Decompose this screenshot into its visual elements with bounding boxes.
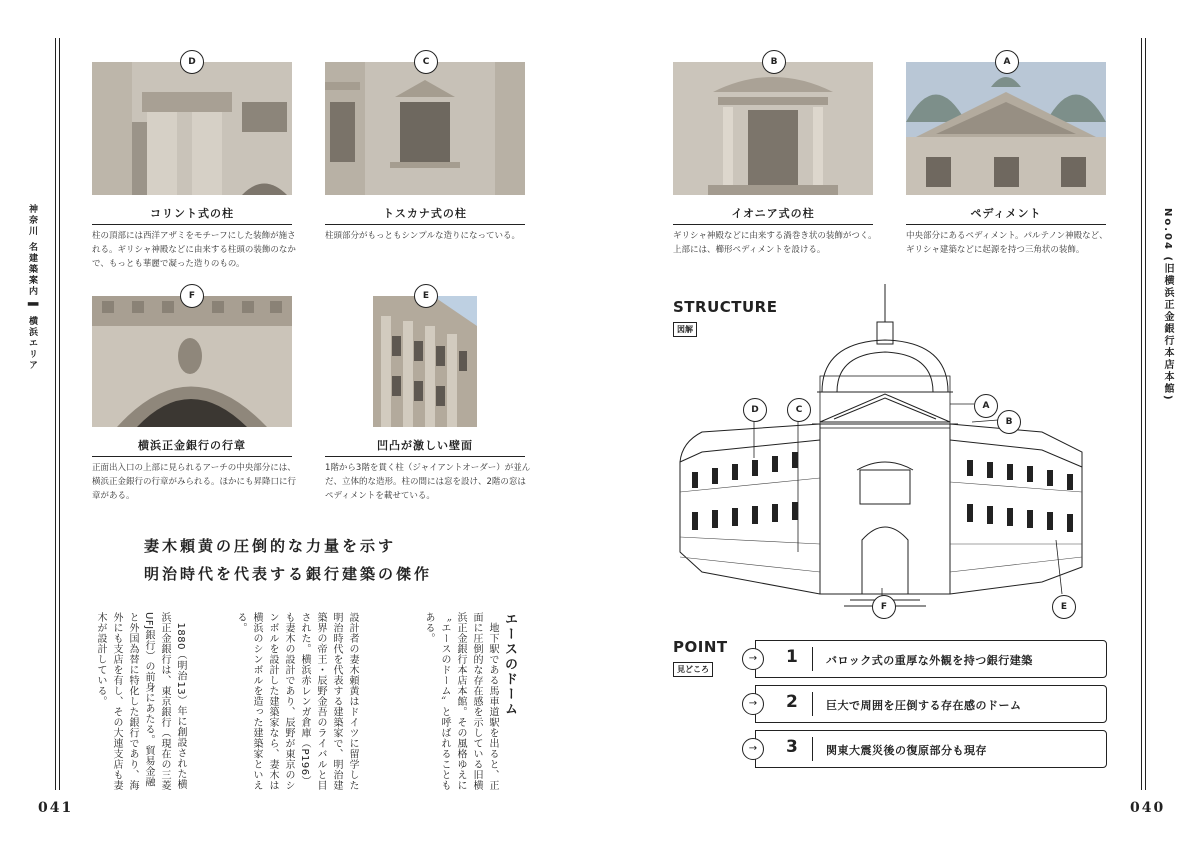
caption-body-c: 柱頭部分がもっともシンプルな造りになっている。 xyxy=(325,231,520,241)
article-column-1: 地下駅である馬車道駅を出ると、正面に圧倒的な存在感を示している旧横浜正金銀行本店本館。その風格ゆえに〝エースのドーム〟と呼ばれることもある。 xyxy=(423,612,498,791)
point-tag: 見どころ xyxy=(673,662,713,677)
structure-tag: 図解 xyxy=(673,322,697,337)
caption-title-e: 凹凸が激しい壁面 xyxy=(377,439,473,452)
folio-left: 041 xyxy=(38,800,74,816)
caption-title-f: 横浜正金銀行の行章 xyxy=(138,439,246,452)
marker-a: A xyxy=(995,50,1019,74)
diagram-marker-d: D xyxy=(743,398,767,422)
headline-line-2: 明治時代を代表する銀行建築の傑作 xyxy=(144,565,433,583)
point-divider xyxy=(812,647,813,671)
point-heading: POINT xyxy=(673,638,728,656)
caption-title-a: ペディメント xyxy=(970,207,1042,220)
diagram-marker-f: F xyxy=(872,595,896,619)
diagram-marker-c: C xyxy=(787,398,811,422)
diagram-marker-b: B xyxy=(997,410,1021,434)
headline-line-1: 妻木頼黄の圧倒的な力量を示す xyxy=(144,537,397,555)
building-illustration xyxy=(672,282,1112,612)
arrow-right-icon: → xyxy=(742,738,764,760)
right-margin-rule xyxy=(1141,38,1142,790)
caption-rule-c xyxy=(325,224,525,225)
point-text: バロック式の重厚な外観を持つ銀行建築 xyxy=(826,654,1033,667)
spine-left: 神奈川 名建築案内 ▌ 横浜エリア xyxy=(27,204,37,372)
photo-pediment xyxy=(906,62,1106,195)
marker-f: F xyxy=(180,284,204,308)
point-divider xyxy=(812,737,813,761)
photo-textured-wall xyxy=(373,296,477,427)
article-column-2: 設計者の妻木頼黄はドイツに留学した明治時代を代表する建築家で、明治建築界の帝王・辰野金吾のライバルと目された。横浜赤レンガ倉庫（P196）も妻木の設計であり、辰野が東京のシンボルを設計した建築家なら、妻木は横浜のシンボルを造った建築家といえる。 xyxy=(235,612,358,791)
folio-right: 040 xyxy=(1130,800,1166,816)
point-number: 2 xyxy=(786,692,798,712)
marker-b: B xyxy=(762,50,786,74)
point-item-3 xyxy=(748,730,1107,768)
caption-body-d: 柱の頂部には西洋アザミをモチーフにした装飾が施される。ギリシャ神殿などに由来する柱頭の装飾のなかで、もっとも華麗で凝った造りのもの。 xyxy=(92,231,296,269)
point-number: 1 xyxy=(786,647,798,667)
arrow-right-icon: → xyxy=(742,693,764,715)
left-margin-rule xyxy=(55,38,56,790)
caption-title-d: コリント式の柱 xyxy=(150,207,234,220)
caption-title-b: イオニア式の柱 xyxy=(731,207,815,220)
caption-rule-d xyxy=(92,224,292,225)
left-margin-rule-inner xyxy=(59,38,60,790)
caption-title-c: トスカナ式の柱 xyxy=(383,207,467,220)
caption-rule-f xyxy=(92,456,292,457)
article-title: エースのドーム xyxy=(502,612,517,717)
point-item-2 xyxy=(748,685,1107,723)
marker-d: D xyxy=(180,50,204,74)
point-divider xyxy=(812,692,813,716)
right-margin-rule-inner xyxy=(1145,38,1146,790)
caption-body-e: 1階から3階を貫く柱（ジャイアントオーダー）が並んだ、立体的な造形。柱の間には窓を設け、2階の窓はペディメントを載せている。 xyxy=(325,463,531,501)
caption-body-a: 中央部分にあるペディメント。パルテノン神殿など、ギリシャ建築などに起源を持つ三角状の装飾。 xyxy=(906,231,1108,255)
spine-right: No.04 (旧横浜正金銀行本店本館) xyxy=(1162,208,1173,402)
caption-body-b: ギリシャ神殿などに由来する渦巻き状の装飾がつく。上部には、櫛形ペディメントを設ける。 xyxy=(673,231,877,255)
point-item-1 xyxy=(748,640,1107,678)
point-number: 3 xyxy=(786,737,798,757)
diagram-marker-a: A xyxy=(974,394,998,418)
caption-body-f: 正面出入口の上部に見られるアーチの中央部分には、横浜正金銀行の行章がみられる。ほかにも昇降口に行章がある。 xyxy=(92,463,297,501)
caption-rule-b xyxy=(673,224,873,225)
diagram-marker-e: E xyxy=(1052,595,1076,619)
marker-e: E xyxy=(414,284,438,308)
marker-c: C xyxy=(414,50,438,74)
structure-heading: STRUCTURE xyxy=(673,298,778,316)
point-text: 巨大で周囲を圧倒する存在感のドーム xyxy=(826,699,1022,712)
article-column-3: 1880（明治13）年に創設された横浜正金銀行は、東京銀行（現在の三菱UFJ銀行）の前身にあたる。貿易金融と外国為替に特化した銀行であり、海外にも支店を有し、その大連支店も妻木が設計している。 xyxy=(95,612,186,791)
caption-rule-a xyxy=(906,224,1106,225)
photo-ionic-column xyxy=(673,62,873,195)
arrow-right-icon: → xyxy=(742,648,764,670)
caption-rule-e xyxy=(325,456,525,457)
photo-tuscan-column xyxy=(325,62,525,195)
photo-corinthian-column xyxy=(92,62,292,195)
point-text: 関東大震災後の復原部分も現存 xyxy=(826,744,987,757)
photo-bank-emblem xyxy=(92,296,292,427)
